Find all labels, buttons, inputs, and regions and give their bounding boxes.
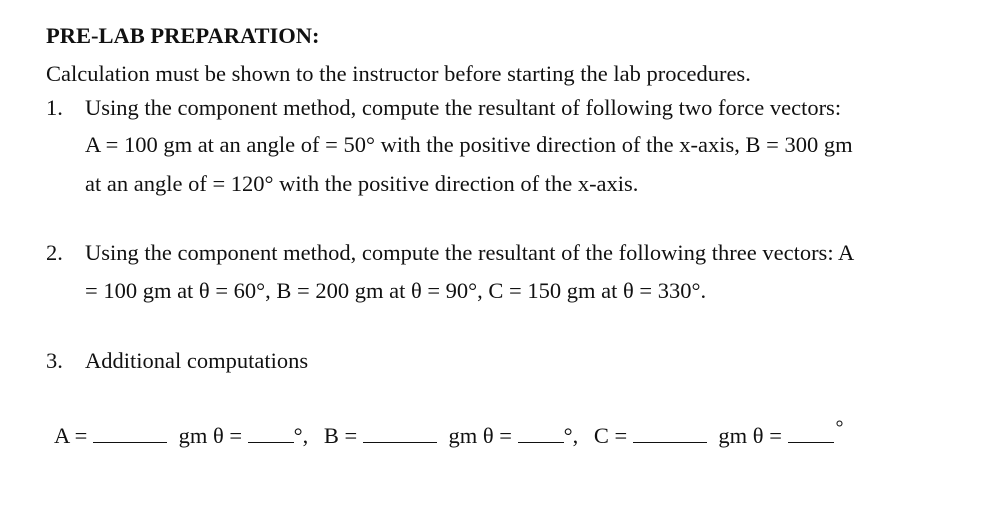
answer-row xyxy=(54,417,844,451)
blank-a-magnitude[interactable] xyxy=(93,423,167,443)
blank-b-magnitude[interactable] xyxy=(363,423,437,443)
c-degree: ° xyxy=(835,417,844,439)
blank-c-angle[interactable] xyxy=(788,423,834,443)
item-1-number: 1. xyxy=(46,95,63,120)
item-3-line-1: Additional computations xyxy=(85,348,309,373)
label-a-gm-theta: gm θ = xyxy=(178,423,243,448)
label-c-gm-theta: gm θ = xyxy=(718,423,782,448)
label-b-gm-theta: gm θ = xyxy=(448,423,512,448)
item-2-number: 2. xyxy=(46,240,63,265)
item-1-line-1: Using the component method, compute the resultant of following two force vectors: xyxy=(85,95,842,120)
a-degree-comma: °, xyxy=(293,423,309,448)
intro-text: Calculation must be shown to the instructor before starting the lab procedures. xyxy=(46,61,751,86)
blank-c-magnitude[interactable] xyxy=(633,423,707,443)
item-2-line-2: = 100 gm at θ = 60°, B = 200 gm at θ = 90°, C = 150 gm at θ = 330°. xyxy=(85,278,707,303)
item-1-line-3: at an angle of = 120° with the positive direction of the x-axis. xyxy=(85,171,639,196)
item-2-line-1: Using the component method, compute the resultant of the following three vectors: A xyxy=(85,240,855,265)
label-c: C = xyxy=(593,423,628,448)
b-degree-comma: °, xyxy=(563,423,579,448)
item-1-line-2: A = 100 gm at an angle of = 50° with the positive direction of the x-axis, B = 300 gm xyxy=(85,132,853,157)
label-b: B = xyxy=(323,423,358,448)
blank-b-angle[interactable] xyxy=(518,423,564,443)
section-heading: PRE-LAB PREPARATION: xyxy=(46,23,320,48)
blank-a-angle[interactable] xyxy=(248,423,294,443)
item-3-number: 3. xyxy=(46,348,63,373)
label-a: A = xyxy=(54,423,88,448)
